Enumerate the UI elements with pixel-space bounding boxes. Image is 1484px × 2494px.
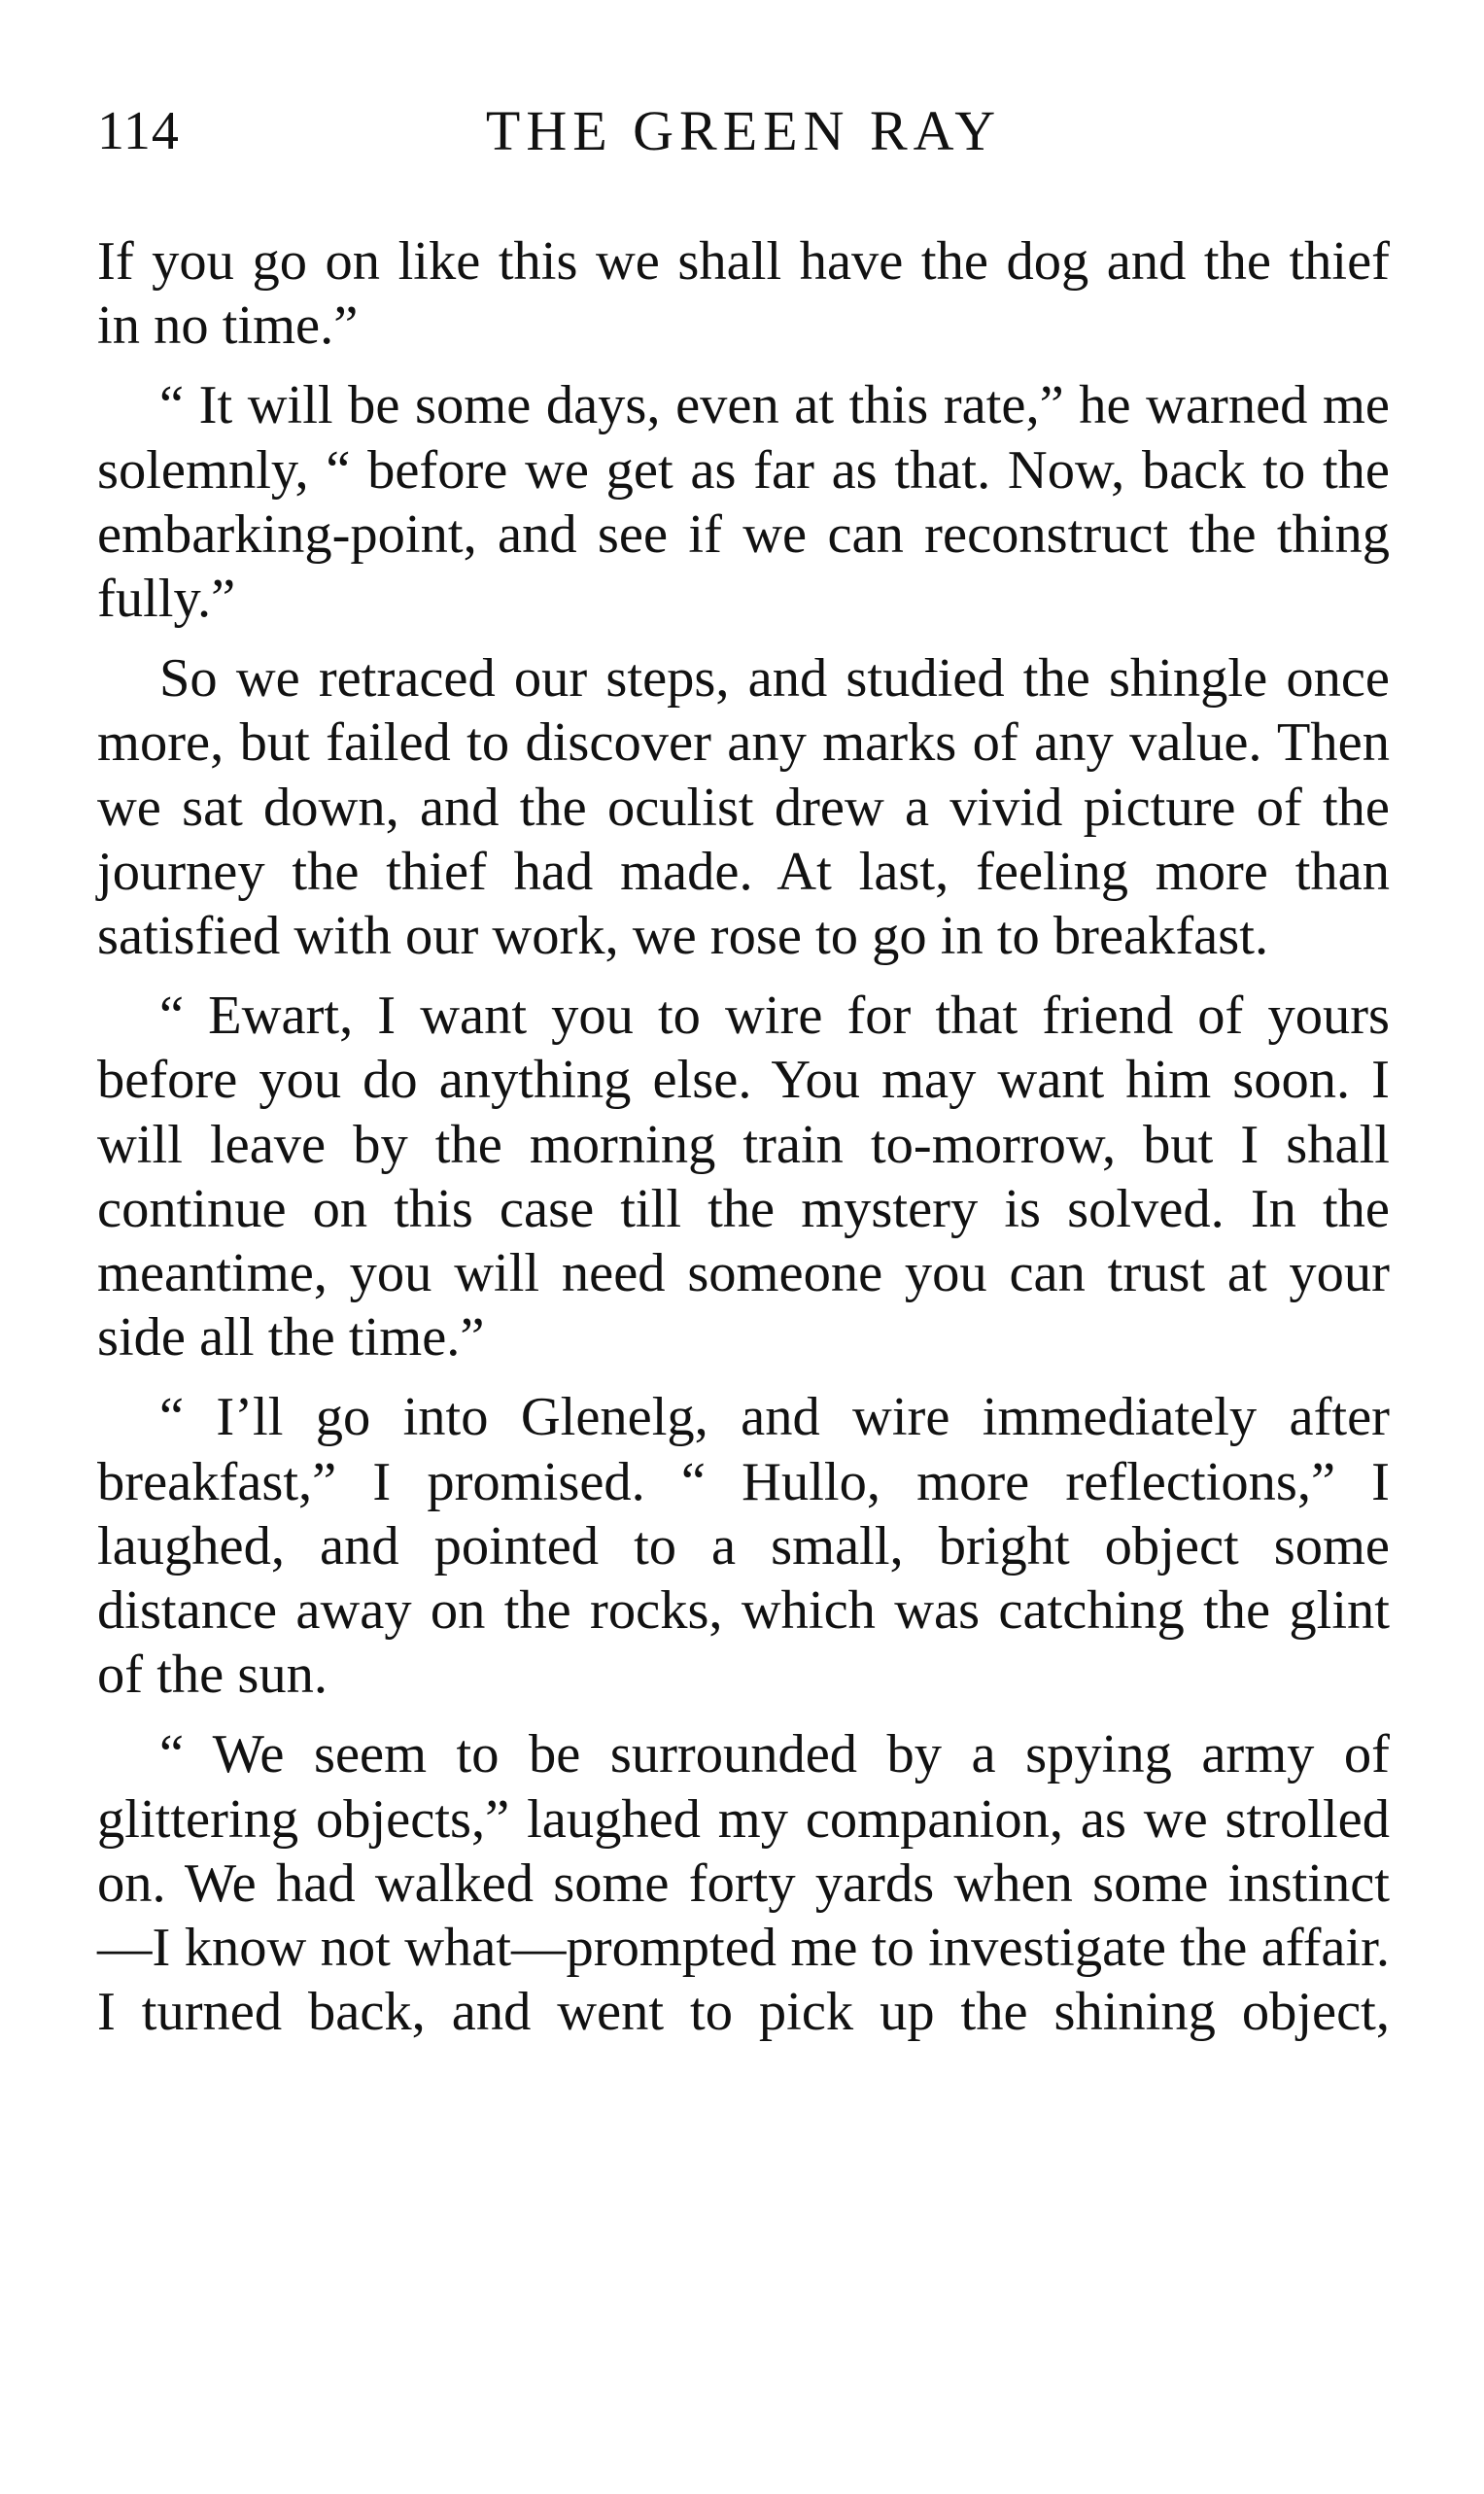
running-head <box>97 92 1390 170</box>
body-text <box>97 229 1390 2060</box>
page-number: 114 <box>97 101 180 161</box>
paragraph: So we retraced our steps, and studied the shingle once more, but failed to discover any marks of any value. Then we sat down, and the oculist drew a vivid picture of the journey the thief had made. At last, feeling more than satisfied with our work, we rose to go in to breakfast. <box>97 648 1390 967</box>
running-title: THE GREEN RAY <box>485 99 1002 162</box>
paragraph: “ I’ll go into Glenelg, and wire immediately after breakfast,” I promised. “ Hullo, more reflections,” I laughed, and pointed to a small, bright object some distance away on the rocks, which was catching the glint of the sun. <box>97 1387 1390 1706</box>
paragraph-continuation: If you go on like this we shall have the dog and the thief in no time.” <box>97 231 1390 357</box>
paragraph: “ We seem to be surrounded by a spying army of glittering objects,” laughed my companion, as we strolled on. We had walked some forty yards when some instinct—I know not what—prompted me to investigate the affair. I turned back, and went to pick up the shining object, <box>97 1724 1390 2043</box>
paragraph: “ Ewart, I want you to wire for that friend of yours before you do anything else. You may want him soon. I will leave by the morning train to-morrow, but I shall continue on this case till the mystery is solved. In the meantime, you will need someone you can trust at your side all the time.” <box>97 986 1390 1368</box>
paragraph: “ It will be some days, even at this rate,” he warned me solemnly, “ before we get as far as that. Now, back to the embarking-point, and see if we can reconstruct the thing fully.” <box>97 375 1390 630</box>
